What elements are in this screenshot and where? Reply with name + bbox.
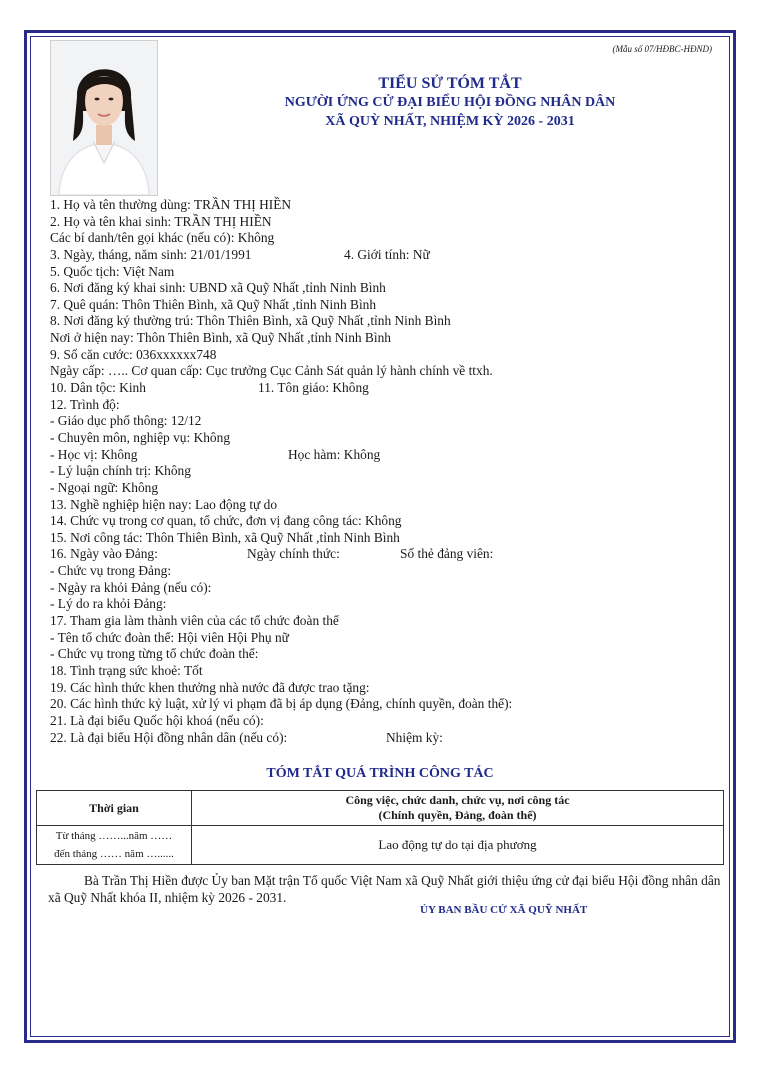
field-text: 17. Tham gia làm thành viên của các tổ chức đoàn thể — [50, 613, 339, 629]
field-line — [50, 663, 730, 680]
column-header-job — [192, 791, 724, 826]
field-line — [50, 247, 730, 264]
field-text: - Lý do ra khỏi Đảng: — [50, 596, 167, 612]
field-text: 12. Trình độ: — [50, 396, 120, 412]
field-line — [50, 613, 730, 630]
document-title — [170, 74, 730, 131]
field-line — [50, 580, 730, 597]
field-line — [50, 497, 730, 514]
field-line — [50, 347, 730, 364]
field-line — [50, 596, 730, 613]
field-line — [50, 413, 730, 430]
field-text: 11. Tôn giáo: Không — [258, 380, 369, 396]
field-text: - Ngoại ngữ: Không — [50, 479, 159, 495]
field-line — [50, 214, 730, 231]
field-text: - Ngày ra khỏi Đảng (nếu có): — [50, 579, 212, 595]
field-line — [50, 430, 730, 447]
field-text: Số thẻ đảng viên: — [400, 546, 494, 562]
field-text: 15. Nơi công tác: Thôn Thiên Bình, xã Quỹ Nhất ,tỉnh Ninh Bình — [50, 529, 400, 545]
field-text: 21. Là đại biểu Quốc hội khoá (nếu có): — [50, 712, 264, 728]
field-text: - Chức vụ trong từng tổ chức đoàn thể: — [50, 646, 259, 662]
time-from: Từ tháng ……...năm …… — [55, 830, 173, 842]
field-text: - Chuyên môn, nghiệp vụ: Không — [50, 429, 231, 445]
field-text: - Tên tổ chức đoàn thể: Hội viên Hội Phụ nữ — [50, 629, 289, 645]
work-history-table — [36, 790, 724, 865]
field-line — [50, 330, 730, 347]
field-text: Các bí danh/tên gọi khác (nếu có): Không — [50, 230, 275, 246]
field-text: 16. Ngày vào Đảng: — [50, 546, 158, 562]
table-row — [37, 826, 724, 865]
field-line — [50, 480, 730, 497]
field-text: 3. Ngày, tháng, năm sinh: 21/01/1991 — [50, 246, 252, 262]
field-line — [50, 380, 730, 397]
field-text: - Lý luận chính trị: Không — [50, 463, 191, 479]
biography-fields — [50, 197, 730, 746]
introduction-text: Bà Trần Thị Hiền được Ủy ban Mặt trận Tổ quốc Việt Nam xã Quỹ Nhất giới thiệu ứng cử đại biểu Hội đồng nhân dân xã Quỹ Nhất khóa II, nhiệm kỳ 2026 - 2031. — [48, 873, 721, 905]
field-text: 10. Dân tộc: Kinh — [50, 380, 146, 396]
field-text: Nhiệm kỳ: — [386, 729, 443, 745]
title-main: TIỂU SỬ TÓM TẮT — [378, 75, 522, 92]
field-line — [50, 313, 730, 330]
field-line — [50, 730, 730, 747]
title-line-2: NGƯỜI ỨNG CỬ ĐẠI BIỂU HỘI ĐỒNG NHÂN DÂN — [284, 95, 616, 110]
field-text: Ngày chính thức: — [247, 546, 340, 562]
form-code: (Mẫu số 07/HĐBC-HĐND) — [612, 44, 712, 54]
field-line — [50, 397, 730, 414]
field-text: 22. Là đại biểu Hội đồng nhân dân (nếu có): — [50, 729, 288, 745]
field-text: 13. Nghề nghiệp hiện nay: Lao động tự do — [50, 496, 278, 512]
title-line-3: XÃ QUỲ NHẤT, NHIỆM KỲ 2026 - 2031 — [325, 114, 575, 129]
field-text: - Học vị: Không — [50, 446, 138, 462]
introduction-paragraph — [48, 872, 728, 906]
table-header-row — [37, 791, 724, 826]
field-line — [50, 463, 730, 480]
time-cell — [37, 826, 192, 865]
field-text: 6. Nơi đăng ký khai sinh: UBND xã Quỹ Nhất ,tỉnh Ninh Bình — [50, 280, 386, 296]
field-text: Nơi ở hiện nay: Thôn Thiên Bình, xã Quỹ Nhất ,tỉnh Ninh Bình — [50, 330, 391, 346]
field-line — [50, 447, 730, 464]
field-text: 20. Các hình thức kỷ luật, xử lý vi phạm đã bị áp dụng (Đảng, chính quyền, đoàn thể): — [50, 696, 513, 712]
field-text: 14. Chức vụ trong cơ quan, tổ chức, đơn vị đang công tác: Không — [50, 513, 402, 529]
work-history-title: TÓM TẮT QUÁ TRÌNH CÔNG TÁC — [266, 766, 494, 781]
job-cell: Lao động tự do tại địa phương — [192, 826, 724, 865]
candidate-photo — [50, 40, 158, 196]
field-line — [50, 197, 730, 214]
field-line — [50, 680, 730, 697]
field-text: 5. Quốc tịch: Việt Nam — [50, 263, 175, 279]
field-line — [50, 530, 730, 547]
field-text: 19. Các hình thức khen thưởng nhà nước đã được trao tặng: — [50, 679, 370, 695]
field-line — [50, 696, 730, 713]
field-text: 1. Họ và tên thường dùng: TRẦN THỊ HIỀN — [50, 197, 292, 212]
field-text: 2. Họ và tên khai sinh: TRẦN THỊ HIỀN — [50, 213, 272, 229]
time-to: đến tháng …… năm …...... — [54, 848, 174, 860]
field-text: Ngày cấp: ….. Cơ quan cấp: Cục trưởng Cục Cảnh Sát quản lý hành chính về ttxh. — [50, 363, 493, 379]
field-line — [50, 563, 730, 580]
field-line — [50, 646, 730, 663]
column-header-job-line1: Công việc, chức danh, chức vụ, nơi công tác — [345, 793, 570, 807]
field-line — [50, 363, 730, 380]
field-line — [50, 630, 730, 647]
field-line — [50, 264, 730, 281]
field-text: Học hàm: Không — [288, 446, 381, 462]
field-text: - Giáo dục phổ thông: 12/12 — [50, 413, 202, 429]
field-text: 9. Số căn cước: 036xxxxxx748 — [50, 346, 217, 362]
field-line — [50, 280, 730, 297]
field-line — [50, 546, 730, 563]
field-text: - Chức vụ trong Đảng: — [50, 563, 172, 579]
field-text: 7. Quê quán: Thôn Thiên Bình, xã Quỹ Nhất ,tỉnh Ninh Bình — [50, 296, 377, 312]
field-line — [50, 230, 730, 247]
field-line — [50, 513, 730, 530]
column-header-time: Thời gian — [37, 791, 192, 826]
election-committee-signature: ỦY BAN BẦU CỬ XÃ QUỸ NHẤT — [420, 904, 588, 916]
field-text: 18. Tình trạng sức khoẻ: Tốt — [50, 662, 203, 678]
field-text: 4. Giới tính: Nữ — [344, 246, 430, 262]
field-line — [50, 297, 730, 314]
field-text: 8. Nơi đăng ký thường trú: Thôn Thiên Bình, xã Quỹ Nhất ,tỉnh Ninh Bình — [50, 313, 451, 329]
column-header-job-line2: (Chính quyền, Đảng, đoàn thể) — [378, 808, 537, 822]
field-line — [50, 713, 730, 730]
